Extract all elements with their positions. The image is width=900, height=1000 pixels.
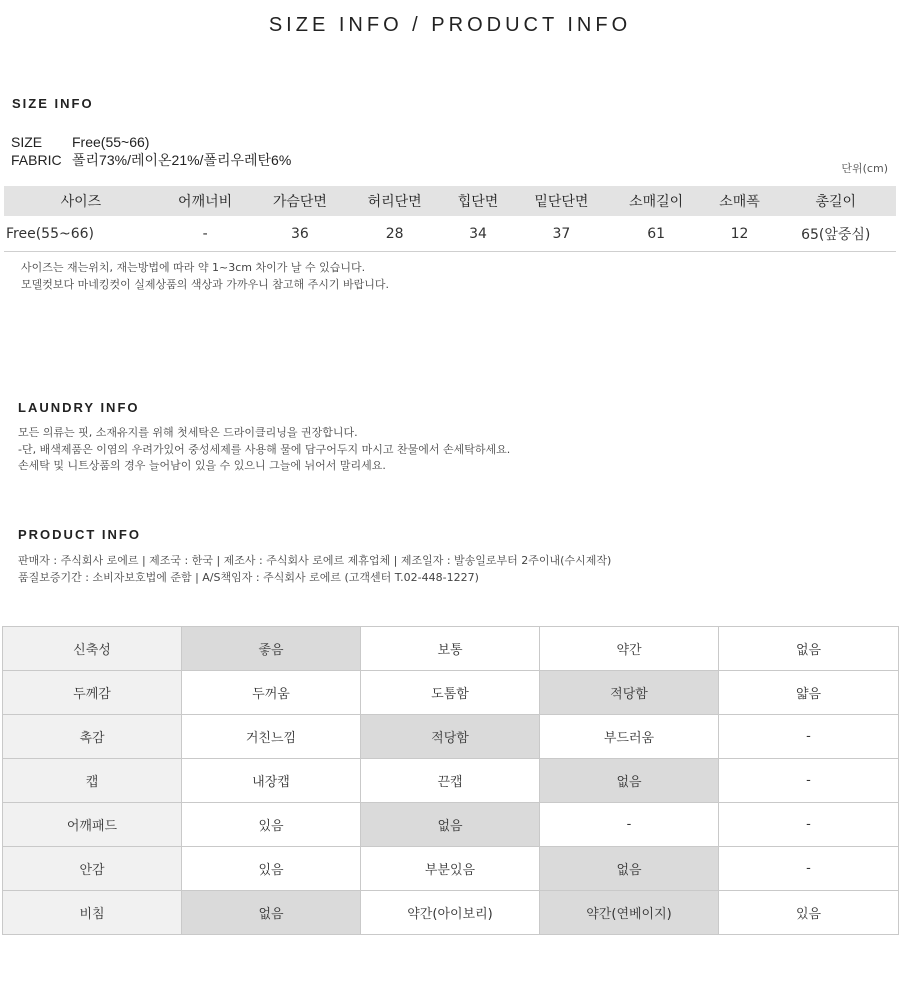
size-table-header xyxy=(4,186,896,216)
size-label: SIZE xyxy=(11,134,43,150)
fabric-value: 폴리73%/레이온21%/폴리우레탄6% xyxy=(72,152,292,168)
size-notes xyxy=(21,260,389,293)
property-option: - xyxy=(719,715,899,759)
property-row xyxy=(3,627,899,671)
size-spec xyxy=(11,134,149,150)
property-option: 거친느낌 xyxy=(182,715,361,759)
laundry-line: 손세탁 및 니트상품의 경우 늘어남이 있을 수 있으니 그늘에 뉘어서 말리세요. xyxy=(18,459,386,472)
size-cell: 37 xyxy=(514,216,609,252)
fabric-property-table xyxy=(2,626,899,935)
property-option: 있음 xyxy=(719,891,899,935)
property-option: 두꺼움 xyxy=(182,671,361,715)
property-row xyxy=(3,891,899,935)
table-row xyxy=(4,216,896,252)
property-option: 없음 xyxy=(361,803,540,847)
size-info-heading: SIZE INFO xyxy=(12,96,94,111)
property-option: 없음 xyxy=(719,627,899,671)
size-cell: 28 xyxy=(347,216,442,252)
product-notes xyxy=(18,553,611,586)
property-label: 비침 xyxy=(3,891,182,935)
property-label: 캡 xyxy=(3,759,182,803)
property-row xyxy=(3,803,899,847)
size-note: 모델컷보다 마네킹컷이 실제상품의 색상과 가까우니 참고해 주시기 바랍니다. xyxy=(21,277,390,291)
property-row xyxy=(3,759,899,803)
laundry-info-heading: LAUNDRY INFO xyxy=(18,400,140,415)
page-title: SIZE INFO / PRODUCT INFO xyxy=(268,14,632,36)
fabric-spec xyxy=(11,150,291,170)
size-value: Free(55~66) xyxy=(72,134,150,150)
size-table xyxy=(4,186,896,252)
property-option: 없음 xyxy=(182,891,361,935)
property-option: 끈캡 xyxy=(361,759,540,803)
property-label: 두께감 xyxy=(3,671,182,715)
product-line: 판매자 : 주식회사 로에르 | 제조국 : 한국 | 제조사 : 주식회사 로에르 제휴업체 | 제조일자 : 발송일로부터 2주이내(수시제작) xyxy=(18,554,612,567)
property-option: 적당함 xyxy=(540,671,719,715)
property-row xyxy=(3,847,899,891)
property-option: 도톰함 xyxy=(361,671,540,715)
size-header-cell: 가슴단면 xyxy=(253,186,348,216)
property-option: 적당함 xyxy=(361,715,540,759)
property-option: - xyxy=(719,847,899,891)
property-option: - xyxy=(719,759,899,803)
size-header-cell: 어깨너비 xyxy=(158,186,253,216)
product-line: 품질보증기간 : 소비자보호법에 준함 | A/S책임자 : 주식회사 로에르 (고객센터 T.02-448-1227) xyxy=(18,570,479,584)
size-header-cell: 사이즈 xyxy=(4,186,158,216)
size-header-cell: 소매폭 xyxy=(704,186,776,216)
size-cell: 12 xyxy=(704,216,776,252)
property-option: 부드러움 xyxy=(540,715,719,759)
size-cell: 36 xyxy=(253,216,348,252)
size-header-cell: 소매길이 xyxy=(609,186,704,216)
property-option: 있음 xyxy=(182,847,361,891)
property-option: - xyxy=(540,803,719,847)
unit-label: 단위(cm) xyxy=(841,162,888,175)
property-label: 신축성 xyxy=(3,627,182,671)
property-label: 촉감 xyxy=(3,715,182,759)
property-option: 약간 xyxy=(540,627,719,671)
property-option: 없음 xyxy=(540,847,719,891)
property-option: 얇음 xyxy=(719,671,899,715)
size-header-cell: 밑단단면 xyxy=(514,186,609,216)
property-row xyxy=(3,715,899,759)
size-header-cell: 힙단면 xyxy=(442,186,514,216)
laundry-line: -단, 배색제품은 이염의 우려가있어 중성세제를 사용해 물에 담구어두지 마시고 찬물에서 손세탁하세요. xyxy=(18,442,511,456)
size-cell: 34 xyxy=(442,216,514,252)
product-info-heading: PRODUCT INFO xyxy=(18,527,141,542)
property-option: 약간(연베이지) xyxy=(540,891,719,935)
property-label: 안감 xyxy=(3,847,182,891)
size-header-cell: 허리단면 xyxy=(347,186,442,216)
fabric-label: FABRIC xyxy=(11,152,62,168)
property-option: 보통 xyxy=(361,627,540,671)
property-option: 있음 xyxy=(182,803,361,847)
property-option: 부분있음 xyxy=(361,847,540,891)
property-label: 어깨패드 xyxy=(3,803,182,847)
laundry-notes xyxy=(18,425,510,475)
property-row xyxy=(3,671,899,715)
property-option: 내장캡 xyxy=(182,759,361,803)
size-cell: - xyxy=(158,216,253,252)
property-option: 없음 xyxy=(540,759,719,803)
property-option: - xyxy=(719,803,899,847)
size-note: 사이즈는 재는위치, 재는방법에 따라 약 1~3cm 차이가 날 수 있습니다. xyxy=(21,261,366,274)
size-cell: 61 xyxy=(609,216,704,252)
size-cell: 65(앞중심) xyxy=(775,216,896,252)
laundry-line: 모든 의류는 핏, 소재유지를 위해 첫세탁은 드라이클리닝을 권장합니다. xyxy=(18,426,358,439)
size-header-cell: 총길이 xyxy=(775,186,896,216)
size-cell: Free(55~66) xyxy=(4,216,158,252)
property-option: 약간(아이보리) xyxy=(361,891,540,935)
property-option: 좋음 xyxy=(182,627,361,671)
